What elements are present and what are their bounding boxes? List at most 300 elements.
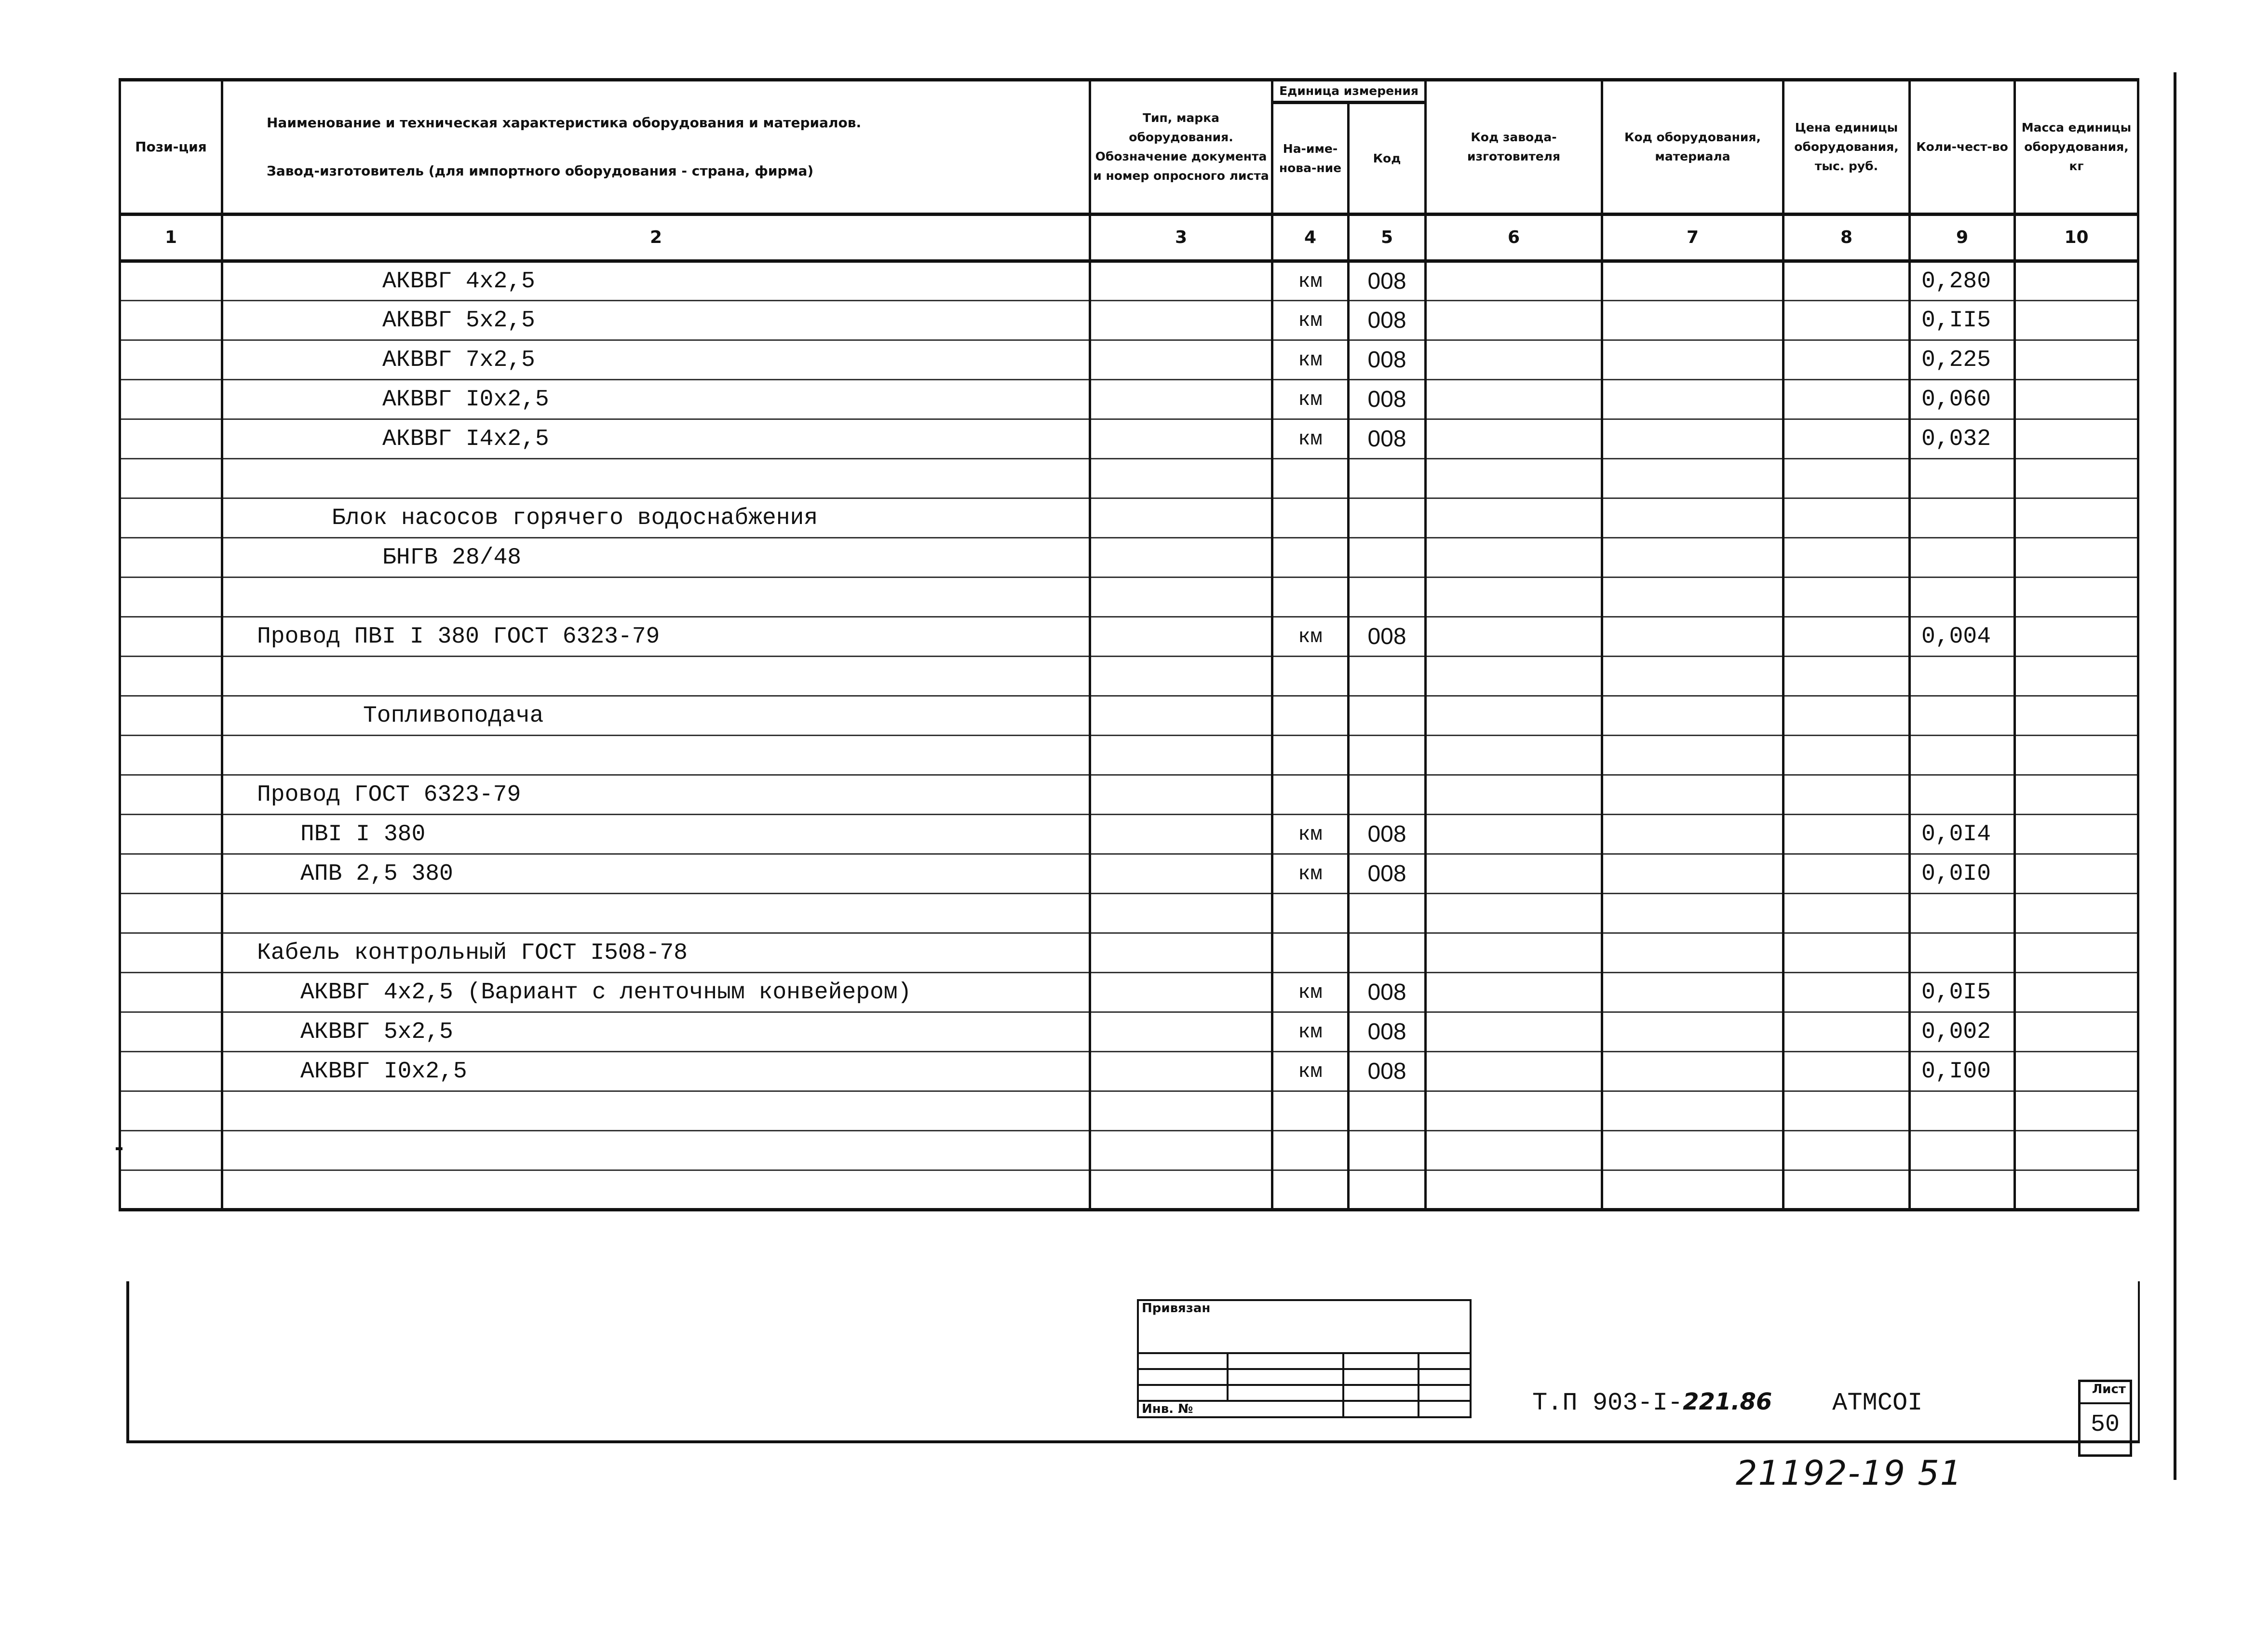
mass-cell [2015,1170,2138,1210]
unit-cell [1272,459,1349,498]
type-cell [1090,1170,1272,1210]
table-row [120,301,2138,340]
unit-cell: км [1272,1012,1349,1052]
unit-code-cell [1349,538,1426,578]
column-number-row [120,215,2138,261]
position-cell [120,498,222,538]
unit-cell: км [1272,854,1349,894]
table-row [120,538,2138,578]
sheet-number: 50 [2090,1411,2120,1438]
equipment-code-cell [1602,815,1784,854]
item-name: БНГВ 28/48 [222,538,1090,578]
position-cell [120,775,222,815]
mass-cell [2015,340,2138,380]
price-cell [1784,578,1910,617]
manufacturer-code-cell [1426,538,1602,578]
header-mass: Масса единицы оборудования, кг [2015,80,2138,215]
table-row [120,340,2138,380]
item-name [222,1170,1090,1210]
unit-code-cell [1349,1091,1426,1131]
item-name: АКВВГ I0х2,5 [222,380,1090,419]
item-name: АКВВГ 4х2,5 [222,261,1090,301]
type-cell [1090,973,1272,1012]
unit-cell [1272,657,1349,696]
quantity-cell [1910,459,2015,498]
manufacturer-code-cell [1426,657,1602,696]
table-row [120,1170,2138,1210]
position-cell [120,301,222,340]
mass-cell [2015,419,2138,459]
quantity-cell [1910,894,2015,933]
manufacturer-code-cell [1426,340,1602,380]
table-row [120,775,2138,815]
type-cell [1090,1131,1272,1170]
quantity-cell: 0,060 [1910,380,2015,419]
equipment-code-cell [1602,933,1784,973]
header-equipment-code: Код оборудования, материала [1602,80,1784,215]
position-cell [120,1052,222,1091]
table-row [120,1091,2138,1131]
position-cell [120,973,222,1012]
header-quantity: Коли-чест-во [1910,80,2015,215]
unit-code-cell [1349,933,1426,973]
type-cell [1090,419,1272,459]
price-cell [1784,854,1910,894]
item-name: АКВВГ 7х2,5 [222,340,1090,380]
table-row [120,657,2138,696]
table-row [120,498,2138,538]
equipment-code-cell [1602,657,1784,696]
table-row [120,933,2138,973]
price-cell [1784,419,1910,459]
header-unit-name: На-име-нова-ние [1272,103,1349,215]
unit-cell: км [1272,301,1349,340]
quantity-cell [1910,933,2015,973]
position-cell [120,1131,222,1170]
quantity-cell: 0,002 [1910,1012,2015,1052]
quantity-cell: 0,I00 [1910,1052,2015,1091]
unit-cell [1272,498,1349,538]
item-name: ПВI I 380 [222,815,1090,854]
mass-cell [2015,657,2138,696]
approval-stamp [1137,1299,1472,1418]
header-row [120,80,2138,103]
unit-cell: км [1272,261,1349,301]
equipment-code-cell [1602,498,1784,538]
unit-cell [1272,538,1349,578]
table-row [120,1012,2138,1052]
quantity-cell [1910,578,2015,617]
specification-table [119,78,2139,1211]
mass-cell [2015,301,2138,340]
equipment-code-cell [1602,261,1784,301]
unit-cell [1272,736,1349,775]
item-name: АКВВГ 5х2,5 [222,1012,1090,1052]
header-unit-code: Код [1349,103,1426,215]
equipment-code-cell [1602,301,1784,340]
mass-cell [2015,261,2138,301]
price-cell [1784,617,1910,657]
position-cell [120,419,222,459]
equipment-code-cell [1602,1052,1784,1091]
mass-cell [2015,1091,2138,1131]
table-row [120,459,2138,498]
type-cell [1090,815,1272,854]
position-cell [120,736,222,775]
unit-code-cell [1349,775,1426,815]
quantity-cell: 0,0I5 [1910,973,2015,1012]
mass-cell [2015,854,2138,894]
position-cell [120,696,222,736]
table-row [120,815,2138,854]
sheet-number-box [2078,1380,2132,1457]
type-cell [1090,696,1272,736]
price-cell [1784,1012,1910,1052]
equipment-code-cell [1602,1091,1784,1131]
header-name-line2: Завод-изготовитель (для импортного оборудования - страна, фирма) [267,163,814,179]
manufacturer-code-cell [1426,894,1602,933]
manufacturer-code-cell [1426,973,1602,1012]
unit-code-cell [1349,894,1426,933]
item-name [222,578,1090,617]
attached-label: Привязан [1138,1300,1471,1353]
unit-code-cell: 008 [1349,1052,1426,1091]
header-manufacturer-code: Код завода-изготовителя [1426,80,1602,215]
unit-cell: км [1272,815,1349,854]
column-number: 4 [1272,215,1349,261]
unit-code-cell [1349,578,1426,617]
column-number: 3 [1090,215,1272,261]
type-cell [1090,578,1272,617]
mass-cell [2015,973,2138,1012]
manufacturer-code-cell [1426,696,1602,736]
price-cell [1784,1091,1910,1131]
manufacturer-code-cell [1426,261,1602,301]
equipment-code-cell [1602,617,1784,657]
manufacturer-code-cell [1426,419,1602,459]
unit-code-cell: 008 [1349,419,1426,459]
type-cell [1090,498,1272,538]
unit-code-cell: 008 [1349,815,1426,854]
item-name [222,657,1090,696]
item-name: АКВВГ I4х2,5 [222,419,1090,459]
mass-cell [2015,617,2138,657]
unit-cell [1272,578,1349,617]
quantity-cell: 0,0I4 [1910,815,2015,854]
unit-code-cell: 008 [1349,854,1426,894]
manufacturer-code-cell [1426,854,1602,894]
header-unit-group: Единица измерения [1272,80,1426,103]
quantity-cell [1910,498,2015,538]
unit-code-cell [1349,459,1426,498]
price-cell [1784,815,1910,854]
column-number: 6 [1426,215,1602,261]
type-cell [1090,854,1272,894]
unit-cell: км [1272,973,1349,1012]
unit-code-cell: 008 [1349,973,1426,1012]
price-cell [1784,340,1910,380]
margin-mark [116,1147,122,1150]
item-name: АКВВГ 4х2,5 (Вариант с ленточным конвейером) [222,973,1090,1012]
mass-cell [2015,380,2138,419]
manufacturer-code-cell [1426,775,1602,815]
mass-cell [2015,498,2138,538]
quantity-cell [1910,696,2015,736]
equipment-code-cell [1602,854,1784,894]
header-name [222,80,1090,215]
table-row [120,380,2138,419]
equipment-code-cell [1602,1131,1784,1170]
position-cell [120,261,222,301]
quantity-cell [1910,736,2015,775]
price-cell [1784,1052,1910,1091]
unit-cell: км [1272,340,1349,380]
quantity-cell [1910,538,2015,578]
position-cell [120,657,222,696]
item-name [222,894,1090,933]
manufacturer-code-cell [1426,1091,1602,1131]
price-cell [1784,894,1910,933]
position-cell [120,578,222,617]
table-row [120,1131,2138,1170]
column-number: 10 [2015,215,2138,261]
manufacturer-code-cell [1426,933,1602,973]
unit-code-cell: 008 [1349,340,1426,380]
price-cell [1784,775,1910,815]
item-name: Провод ГОСТ 6323-79 [222,775,1090,815]
quantity-cell [1910,657,2015,696]
table-row [120,578,2138,617]
type-cell [1090,657,1272,696]
table-row [120,419,2138,459]
manufacturer-code-cell [1426,1012,1602,1052]
equipment-code-cell [1602,775,1784,815]
unit-code-cell [1349,498,1426,538]
archive-number: 21192-19 51 [1736,1453,1963,1493]
mass-cell [2015,736,2138,775]
position-cell [120,538,222,578]
unit-code-cell [1349,657,1426,696]
position-cell [120,1091,222,1131]
type-cell [1090,1091,1272,1131]
quantity-cell: 0,032 [1910,419,2015,459]
item-name [222,1091,1090,1131]
mass-cell [2015,1131,2138,1170]
table-row [120,617,2138,657]
type-cell [1090,933,1272,973]
unit-cell [1272,933,1349,973]
type-cell [1090,736,1272,775]
price-cell [1784,696,1910,736]
position-cell [120,815,222,854]
price-cell [1784,657,1910,696]
manufacturer-code-cell [1426,736,1602,775]
quantity-cell: 0,004 [1910,617,2015,657]
mass-cell [2015,1012,2138,1052]
price-cell [1784,1170,1910,1210]
item-name [222,736,1090,775]
table-row [120,973,2138,1012]
header-type: Тип, марка оборудования. Обозначение документа и номер опросного листа [1090,80,1272,215]
table-row [120,261,2138,301]
manufacturer-code-cell [1426,459,1602,498]
unit-cell [1272,775,1349,815]
type-cell [1090,340,1272,380]
type-cell [1090,538,1272,578]
mass-cell [2015,894,2138,933]
document-code-handwritten: 221.86 [1683,1388,1772,1415]
position-cell [120,617,222,657]
unit-code-cell: 008 [1349,617,1426,657]
unit-cell [1272,696,1349,736]
mass-cell [2015,933,2138,973]
item-name: Провод ПВI I 380 ГОСТ 6323-79 [222,617,1090,657]
type-cell [1090,1052,1272,1091]
column-number: 1 [120,215,222,261]
column-number: 5 [1349,215,1426,261]
price-cell [1784,459,1910,498]
quantity-cell [1910,1091,2015,1131]
title-block-frame [126,1281,2140,1443]
price-cell [1784,301,1910,340]
mass-cell [2015,1052,2138,1091]
column-number: 7 [1602,215,1784,261]
unit-code-cell: 008 [1349,380,1426,419]
table-row [120,696,2138,736]
type-cell [1090,301,1272,340]
unit-code-cell: 008 [1349,1012,1426,1052]
position-cell [120,1012,222,1052]
equipment-code-cell [1602,538,1784,578]
type-cell [1090,617,1272,657]
equipment-code-cell [1602,419,1784,459]
manufacturer-code-cell [1426,1131,1602,1170]
equipment-code-cell [1602,973,1784,1012]
manufacturer-code-cell [1426,815,1602,854]
equipment-code-cell [1602,578,1784,617]
table-row [120,1052,2138,1091]
unit-cell [1272,894,1349,933]
unit-code-cell [1349,736,1426,775]
unit-cell [1272,1131,1349,1170]
mass-cell [2015,696,2138,736]
unit-cell: км [1272,380,1349,419]
quantity-cell: 0,0I0 [1910,854,2015,894]
quantity-cell: 0,280 [1910,261,2015,301]
unit-code-cell: 008 [1349,261,1426,301]
unit-cell: км [1272,617,1349,657]
type-cell [1090,1012,1272,1052]
equipment-code-cell [1602,894,1784,933]
item-name: АКВВГ 5х2,5 [222,301,1090,340]
item-name: Блок насосов горячего водоснабжения [222,498,1090,538]
quantity-cell: 0,225 [1910,340,2015,380]
header-position: Пози-ция [120,80,222,215]
price-cell [1784,261,1910,301]
equipment-code-cell [1602,1012,1784,1052]
inventory-label: Инв. № [1138,1401,1343,1417]
quantity-cell [1910,775,2015,815]
position-cell [120,340,222,380]
manufacturer-code-cell [1426,1052,1602,1091]
price-cell [1784,933,1910,973]
sheet-label: Лист [2081,1382,2130,1404]
type-cell [1090,261,1272,301]
unit-cell [1272,1091,1349,1131]
quantity-cell [1910,1131,2015,1170]
column-number: 2 [222,215,1090,261]
document-code-suffix: АТМСОI [1832,1389,1923,1417]
table-row [120,894,2138,933]
price-cell [1784,380,1910,419]
item-name: АПВ 2,5 380 [222,854,1090,894]
position-cell [120,459,222,498]
price-cell [1784,498,1910,538]
equipment-code-cell [1602,380,1784,419]
mass-cell [2015,815,2138,854]
equipment-code-cell [1602,340,1784,380]
item-name: АКВВГ I0х2,5 [222,1052,1090,1091]
price-cell [1784,973,1910,1012]
type-cell [1090,459,1272,498]
position-cell [120,894,222,933]
equipment-code-cell [1602,696,1784,736]
position-cell [120,1170,222,1210]
document-code-prefix: Т.П 903-I- [1532,1389,1683,1417]
manufacturer-code-cell [1426,1170,1602,1210]
quantity-cell: 0,II5 [1910,301,2015,340]
table-row [120,736,2138,775]
manufacturer-code-cell [1426,380,1602,419]
mass-cell [2015,459,2138,498]
position-cell [120,933,222,973]
item-name: Кабель контрольный ГОСТ I508-78 [222,933,1090,973]
unit-cell: км [1272,419,1349,459]
mass-cell [2015,578,2138,617]
manufacturer-code-cell [1426,498,1602,538]
header-name-line1: Наименование и техническая характеристика оборудования и материалов. [267,115,862,131]
column-number: 8 [1784,215,1910,261]
unit-cell: км [1272,1052,1349,1091]
type-cell [1090,380,1272,419]
table-row [120,854,2138,894]
equipment-code-cell [1602,1170,1784,1210]
type-cell [1090,894,1272,933]
price-cell [1784,1131,1910,1170]
manufacturer-code-cell [1426,578,1602,617]
quantity-cell [1910,1170,2015,1210]
unit-cell [1272,1170,1349,1210]
unit-code-cell [1349,1170,1426,1210]
header-price: Цена единицы оборудования, тыс. руб. [1784,80,1910,215]
mass-cell [2015,538,2138,578]
equipment-code-cell [1602,736,1784,775]
price-cell [1784,736,1910,775]
item-name [222,1131,1090,1170]
unit-code-cell [1349,696,1426,736]
unit-code-cell: 008 [1349,301,1426,340]
equipment-code-cell [1602,459,1784,498]
column-number: 9 [1910,215,2015,261]
manufacturer-code-cell [1426,301,1602,340]
position-cell [120,854,222,894]
position-cell [120,380,222,419]
price-cell [1784,538,1910,578]
document-code [1532,1388,1922,1417]
unit-code-cell [1349,1131,1426,1170]
item-name [222,459,1090,498]
mass-cell [2015,775,2138,815]
